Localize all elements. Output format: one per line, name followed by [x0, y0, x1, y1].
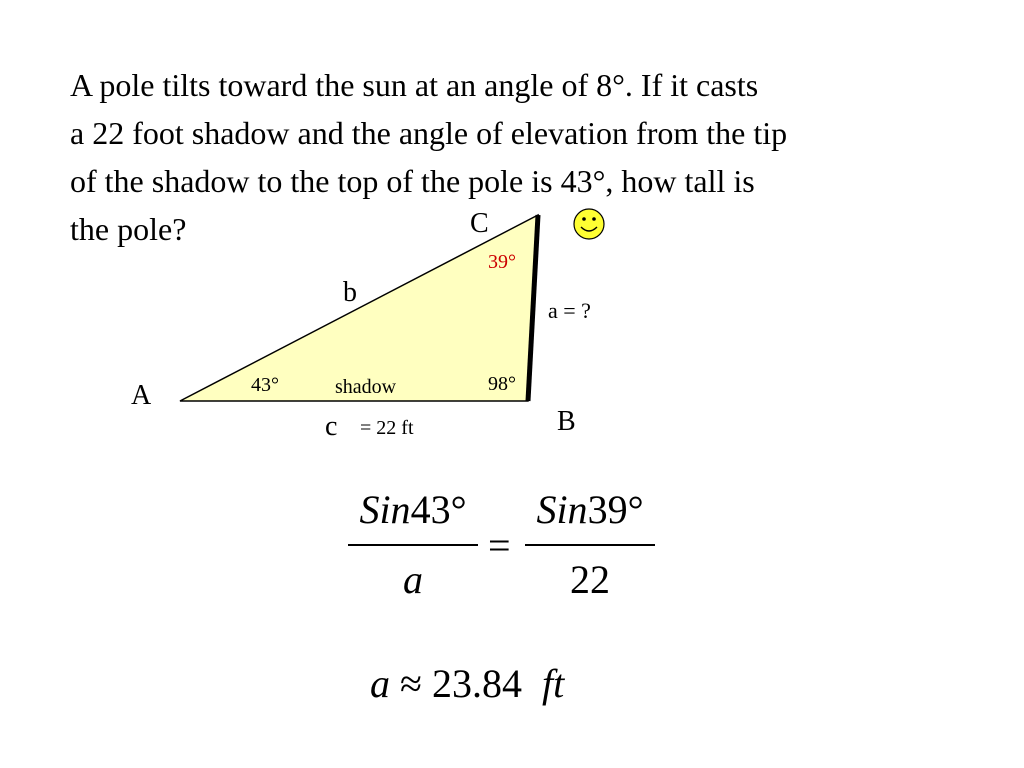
smiley-face-icon	[574, 209, 604, 239]
left-fraction	[348, 487, 478, 602]
right-fraction	[525, 487, 655, 602]
left-angle-value: 43°	[410, 487, 467, 532]
triangle-shape	[180, 215, 538, 401]
left-denominator	[348, 546, 478, 600]
problem-line-4: the pole?	[70, 211, 187, 247]
right-numerator	[525, 487, 655, 544]
side-c-value: = 22 ft	[360, 417, 414, 439]
problem-line-1: A pole tilts toward the sun at an angle of 8°. If it casts	[70, 67, 759, 103]
answer-variable: a	[370, 661, 390, 706]
approx-sign: ≈	[400, 661, 422, 706]
answer-line	[370, 661, 565, 706]
problem-line-3: of the shadow to the top of the pole is 43°, how tall is	[70, 163, 755, 199]
right-sin-function: Sin	[536, 487, 588, 532]
angle-a-label: 43°	[251, 374, 279, 396]
right-angle-value: 39°	[587, 487, 644, 532]
law-of-sines-equation	[340, 487, 670, 610]
equals-sign: =	[488, 523, 511, 568]
right-denominator: 22	[570, 557, 610, 602]
problem-line-2: a 22 foot shadow and the angle of elevation from the tip	[70, 115, 788, 151]
angle-b-label: 98°	[488, 373, 516, 395]
side-a-label: a = ?	[548, 298, 591, 323]
shadow-label: shadow	[335, 376, 397, 398]
left-numerator	[348, 487, 478, 544]
answer-unit: ft	[541, 661, 565, 706]
angle-c-label: 39°	[488, 251, 516, 273]
left-denominator-variable: a	[403, 557, 423, 602]
side-c-label: c	[325, 411, 338, 442]
vertex-c-label: C	[470, 208, 489, 239]
vertex-b-label: B	[557, 406, 576, 437]
left-sin-function: Sin	[359, 487, 411, 532]
answer-value: 23.84	[431, 661, 522, 706]
side-b-label: b	[343, 277, 357, 308]
vertex-a-label: A	[131, 380, 152, 411]
